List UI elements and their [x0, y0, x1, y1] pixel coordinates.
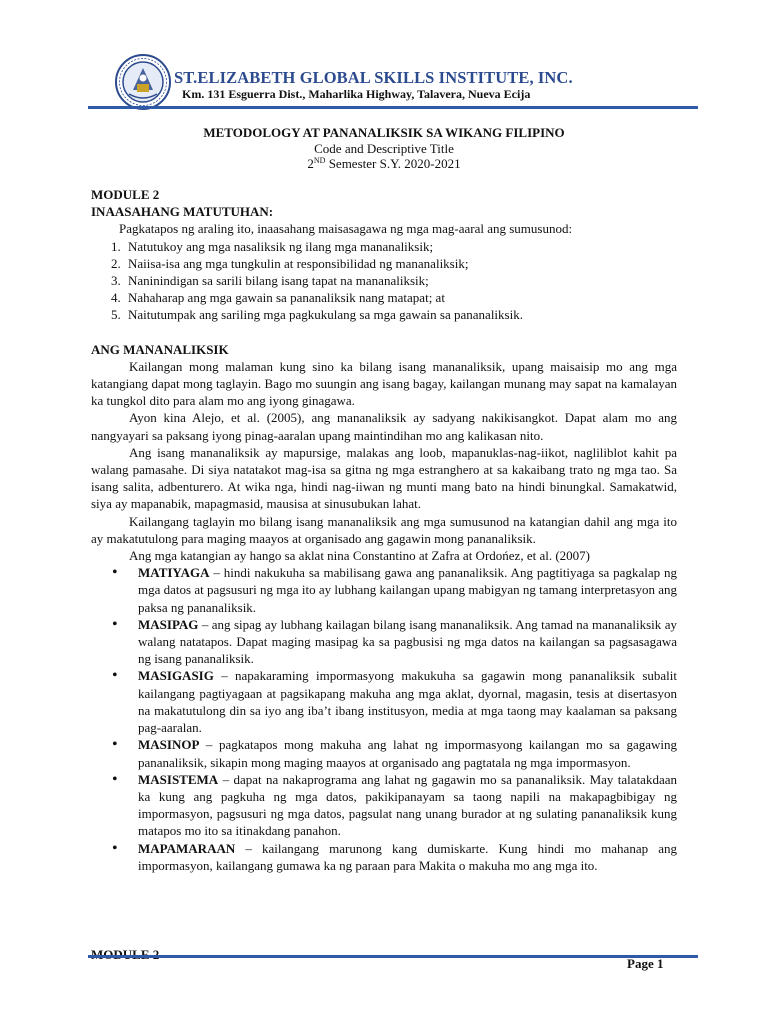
trait-item — [138, 564, 677, 616]
trait-item — [138, 736, 677, 770]
body-paragraph: Kailangan mong malaman kung sino ka bilang isang mananaliksik, upang maisaisip mo ang mga katangiang dapat mong taglayin. Bago mo suungin ang isang bagay, kailangan munang may sapat na kamalayan ka tungkol dito para alam mo ang iyong ginagawa. — [91, 358, 677, 409]
objectives-intro: Pagkatapos ng araling ito, inaasahang maisasagawa ng mga mag-aaral ang sumusunod: — [119, 221, 573, 237]
module-label: MODULE 2 — [91, 187, 160, 202]
traits-list — [91, 564, 677, 874]
body-paragraph: Kailangang taglayin mo bilang isang mananaliksik ang mga sumusunod na katangian dahil ang mga ito ay makatutulong para maging maayos at organisado ang gagawin mong pananaliksik. — [91, 513, 677, 546]
trait-item — [138, 840, 677, 874]
trait-term: MASISTEMA — [138, 771, 219, 787]
school-seal-icon — [115, 54, 171, 110]
objectives-list — [91, 238, 677, 324]
school-name: ST.ELIZABETH GLOBAL SKILLS INSTITUTE, INC. — [174, 68, 573, 87]
trait-term: MATIYAGA — [138, 565, 210, 581]
trait-term: MASINOP — [138, 737, 200, 753]
objective-item: 2. Naiisa-isa ang mga tungkulin at responsibilidad ng mananaliksik; — [124, 255, 677, 272]
trait-definition: – hindi nakukuha sa mabilisang gawa ang pananaliksik. Ang pagtitiyaga sa pagkalap ng mga datos at pagsusuri ng mga ito ay lubhang kailangan upang mabigyan ng tamang interpretasyon ang paksa ng pananaliksik. — [138, 565, 678, 615]
objective-item: 5. Naitutumpak ang sariling mga pagkukulang sa mga gawain sa pananaliksik. — [124, 306, 677, 323]
document-header — [115, 54, 715, 112]
page-number: Page 1 — [627, 956, 664, 971]
trait-term: MAPAMARAAN — [138, 840, 236, 856]
trait-definition: – pagkatapos mong makuha ang lahat ng impormasyong kailangan mo sa gagawing pananaliksik, sikapin mong maging maayos at organisado ang pagtatala ng mga impormasyon. — [138, 737, 677, 770]
trait-definition: – dapat na nakaprograma ang lahat ng gagawin mo sa pananaliksik. May talatakdaan ka kung ang pagkuha ng mga datos, pakikipanayam sa taong napili na makapagbibigay ng impormasyon, pagsusuri ng mga datos, pagsulat nang unang burador at ng sulating pananaliksik kung matapos mo ito sa itinakdang panahon. — [138, 771, 677, 839]
body-paragraph: Ayon kina Alejo, et al. (2005), ang mananaliksik ay sadyang nakikisangkot. Dapat alam mo ang nangyayari sa paksang iyong pinag-aaralan upang maintindihan mo ang kalikasan nito. — [91, 410, 677, 443]
objective-item: 1. Natutukoy ang mga nasaliksik ng ilang mga mananaliksik; — [124, 238, 677, 255]
source-note: Ang mga katangian ay hango sa aklat nina Constantino at Zafra at Ordońez, et al. (2007) — [129, 548, 590, 564]
trait-term: MASIPAG — [138, 616, 199, 632]
body-paragraph: Ang isang mananaliksik ay mapursige, malakas ang loob, mapanuklas-nag-iikot, nagliliblot kahit pa walang pamasahe. Di siya natatakot mag-isa sa gitna ng mga estranghero at sa kakaibang trato ng mga tao. Sa isang salita, adbenturero. At wika nga, hindi nag-iiwan ng munti mang bato na hindi binungkal. Samakatwid, siya ay mapanabik, mapagmasid, mausisa at sinusubukan lahat. — [91, 444, 677, 512]
trait-item — [138, 616, 677, 668]
header-divider — [88, 106, 698, 109]
trait-item — [138, 771, 677, 840]
trait-definition: – kailangang marunong kang dumiskarte. Kung hindi mo mahanap ang impormasyon, kailangang gumawa ka ng paraan para Makita o makuha mo ang mga ito. — [138, 840, 677, 873]
objectives-heading: INAASAHANG MATUTUHAN: — [91, 204, 274, 220]
objective-item: 3. Naninindigan sa sarili bilang isang tapat na mananaliksik; — [124, 272, 677, 289]
course-subtitle: Code and Descriptive Title — [314, 140, 454, 156]
trait-item — [138, 667, 677, 736]
footer-divider — [88, 955, 698, 958]
document-body — [91, 186, 677, 874]
semester-text: Semester S.Y. 2020-2021 — [325, 156, 461, 171]
trait-term: MASIGASIG — [138, 668, 214, 684]
course-title: METODOLOGY AT PANANALIKSIK SA WIKANG FILIPINO — [203, 125, 565, 140]
semester-ordinal: ND — [313, 156, 326, 165]
trait-definition: – ang sipag ay lubhang kailagan bilang isang mananaliksik. Ang tamad na mananaliksik ay walang natatapos. Dapat maging masipag ka sa pagbusisi ng mga datos na kailangan sa pagsasagawa ng isang pananaliksik. — [138, 616, 677, 667]
school-address: Km. 131 Esguerra Dist., Maharlika Highway, Talavera, Nueva Ecija — [182, 87, 531, 101]
semester-line — [0, 156, 768, 172]
objective-item: 4. Nahaharap ang mga gawain sa pananaliksik nang matapat; at — [124, 289, 677, 306]
section-heading: ANG MANANALIKSIK — [91, 341, 229, 357]
course-title-block — [0, 125, 768, 172]
trait-definition: – napakaraming impormasyong makukuha sa gagawin mong pananaliksik subalit kailangang pagtiyagaan at pagsikapang makuha ang mga aklat, dyornal, magasin, tesis at disertasyon na makatutulong din sa iyo ang iba’t ibang institusyon, media at mga taong may kaalaman sa paksang pag-aaralan. — [138, 668, 677, 736]
semester-number: 2 — [307, 156, 314, 171]
